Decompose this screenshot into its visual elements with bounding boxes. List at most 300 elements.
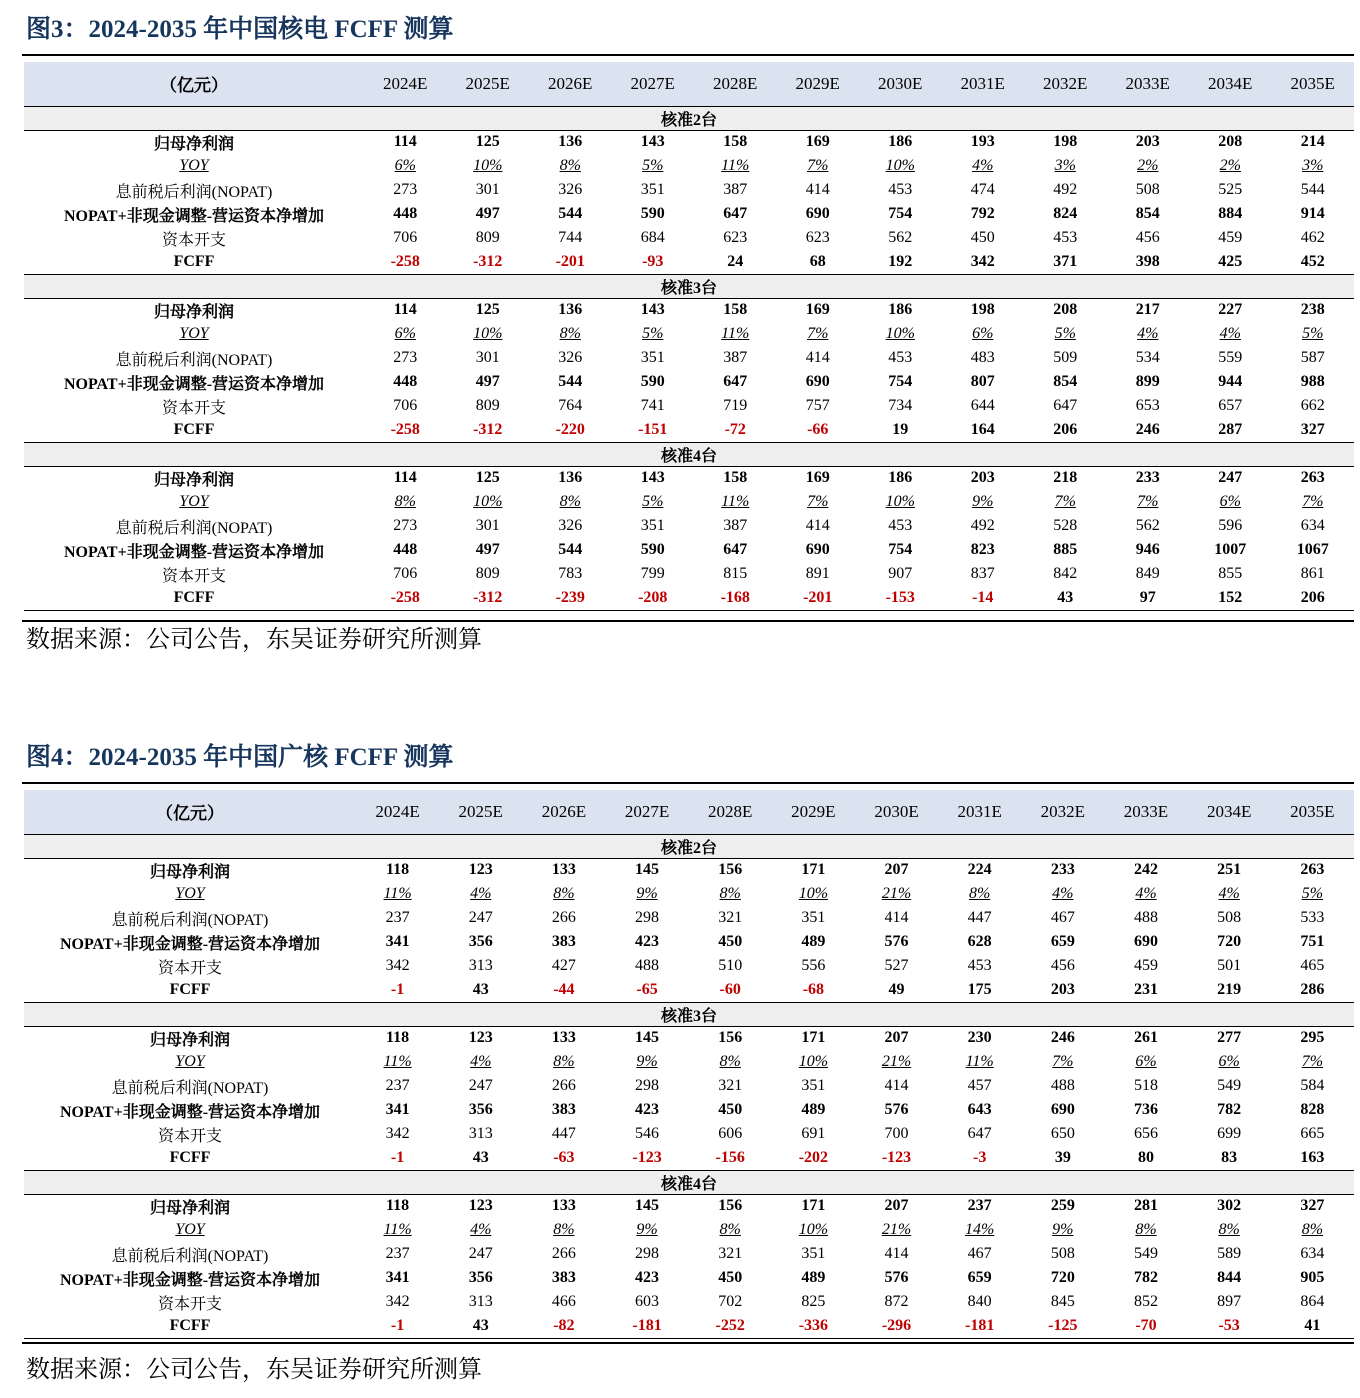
cell-value: 623 [805,229,830,246]
row-label: FCFF [24,418,364,442]
cell-value: 854 [1053,373,1078,390]
cell-value: 11% [383,1053,412,1070]
cell-value: 321 [718,1077,743,1094]
cell-value: 823 [970,541,995,558]
cell-value: 8% [553,1053,575,1070]
cell-value: 488 [1133,909,1158,926]
row-label: 资本开支 [157,959,222,977]
cell-value: 5% [1301,885,1324,902]
cell-value: 809 [475,565,500,582]
cell-value: 286 [1271,978,1354,1002]
cell-value: 665 [1300,1125,1325,1142]
cell-value: 10% [885,325,915,342]
table-row [24,1314,1354,1338]
row-label: NOPAT+非现金调整-营运资本净增加 [59,1103,321,1121]
cell-value: 720 [1050,1269,1075,1286]
cell-value: 474 [970,181,995,198]
cell-value: 782 [1133,1269,1158,1286]
cell-value: -65 [605,978,688,1002]
cell-value: -208 [612,586,695,610]
cell-value: 43 [439,1146,522,1170]
year-header: 2034E [1189,62,1272,106]
cell-value: 158 [723,469,748,487]
cell-value: -14 [942,586,1025,610]
cell-value: 684 [640,229,665,246]
cell-value: 231 [1104,978,1187,1002]
cell-value: 301 [475,517,500,534]
cell-value: 136 [558,469,583,487]
cell-value: 143 [640,301,665,319]
figure-title: 图3：2024-2035 年中国核电 FCFF 测算 [26,16,454,43]
section-title: 核准2台 [24,106,1354,130]
table-row [24,250,1354,274]
cell-value: 885 [1053,541,1078,558]
cell-value: -201 [529,250,612,274]
cell-value: 169 [805,469,830,487]
cell-value: 145 [635,861,660,879]
table-row [24,538,1354,562]
cell-value: 456 [1050,957,1075,974]
cell-value: 741 [640,397,665,414]
cell-value: -153 [859,586,942,610]
row-label: NOPAT+非现金调整-营运资本净增加 [63,375,325,393]
unit-header: （亿元） [24,790,356,834]
table-row [24,586,1354,610]
cell-value: 509 [1053,349,1078,366]
cell-value: 123 [468,861,493,879]
table-row [24,514,1354,538]
cell-value: 562 [888,229,913,246]
cell-value: 230 [967,1029,992,1047]
cell-value: 497 [475,541,500,558]
cell-value: 647 [1053,397,1078,414]
cell-value: 175 [938,978,1021,1002]
cell-value: 247 [468,909,493,926]
cell-value: 273 [393,349,418,366]
cell-value: -1 [356,1314,439,1338]
year-header: 2027E [612,62,695,106]
cell-value: 398 [1107,250,1190,274]
cell-value: 118 [386,1029,410,1047]
cell-value: 97 [1107,586,1190,610]
table-row [24,466,1354,490]
cell-value: 247 [468,1077,493,1094]
cell-value: 21% [881,885,912,902]
cell-value: 7% [1301,1053,1324,1070]
cell-value: 488 [635,957,660,974]
cell-value: -220 [529,418,612,442]
cell-value: 3% [1054,157,1076,174]
cell-value: 118 [386,1197,410,1215]
cell-value: 259 [1050,1197,1075,1215]
cell-value: 452 [1272,250,1355,274]
cell-value: 233 [1135,469,1160,487]
cell-value: 277 [1217,1029,1242,1047]
cell-value: 9% [636,1221,658,1238]
cell-value: -201 [777,586,860,610]
cell-value: 905 [1300,1269,1325,1286]
cell-value: 10% [885,493,915,510]
cell-value: 203 [1021,978,1104,1002]
cell-value: -168 [694,586,777,610]
cell-value: 590 [640,373,665,390]
cell-value: 556 [801,957,826,974]
cell-value: 198 [1053,133,1078,151]
cell-value: 156 [718,1197,743,1215]
cell-value: 218 [1053,469,1078,487]
cell-value: 849 [1135,565,1160,582]
cell-value: -312 [447,250,530,274]
cell-value: 263 [1300,469,1325,487]
cell-value: -125 [1021,1314,1104,1338]
cell-value: 662 [1300,397,1325,414]
cell-value: 39 [1021,1146,1104,1170]
cell-value: 326 [558,349,583,366]
table-bottom-rule [22,620,1354,622]
cell-value: 5% [642,493,664,510]
table-row [24,1122,1354,1146]
cell-value: 700 [884,1125,909,1142]
cell-value: 114 [393,469,417,487]
table-row [24,1026,1354,1050]
cell-value: 489 [801,1101,826,1118]
cell-value: 465 [1300,957,1325,974]
table-row [24,490,1354,514]
cell-value: 8% [1218,1221,1240,1238]
year-header: 2028E [689,790,772,834]
row-label: FCFF [24,586,364,610]
table-row [24,562,1354,586]
cell-value: 414 [884,1077,909,1094]
cell-value: 247 [468,1245,493,1262]
cell-value: -239 [529,586,612,610]
row-label: 归母净利润 [149,863,230,881]
cell-value: 467 [967,1245,992,1262]
cell-value: 7% [1054,493,1076,510]
cell-value: 690 [805,541,830,558]
cell-value: 326 [558,181,583,198]
cell-value: -68 [772,978,855,1002]
cell-value: 754 [888,373,913,390]
cell-value: 647 [723,205,748,222]
table-row [24,130,1354,154]
header-row [24,62,1354,106]
cell-value: 169 [805,301,830,319]
cell-value: 321 [718,1245,743,1262]
cell-value: 647 [723,541,748,558]
row-label: NOPAT+非现金调整-营运资本净增加 [59,935,321,953]
cell-value: 453 [1053,229,1078,246]
year-header: 2034E [1188,790,1271,834]
table-row [24,154,1354,178]
cell-value: 757 [805,397,830,414]
cell-value: 387 [723,349,748,366]
fcff-table [24,62,1354,611]
cell-value: 501 [1217,957,1242,974]
cell-value: 508 [1135,181,1160,198]
cell-value: 327 [1272,418,1355,442]
row-label: 息前税后利润(NOPAT) [111,1079,269,1097]
cell-value: 219 [1188,978,1271,1002]
cell-value: 590 [640,541,665,558]
cell-value: 11% [383,885,412,902]
cell-value: 7% [807,493,829,510]
cell-value: 634 [1300,1245,1325,1262]
cell-value: 198 [970,301,995,319]
cell-value: 169 [805,133,830,151]
table-row [24,1050,1354,1074]
cell-value: 7% [807,157,829,174]
cell-value: 383 [551,1269,576,1286]
row-label: FCFF [24,978,356,1002]
cell-value: 351 [801,909,826,926]
figure-title: 图4：2024-2035 年中国广核 FCFF 测算 [26,744,454,771]
cell-value: 321 [718,909,743,926]
cell-value: 427 [551,957,576,974]
cell-value: 751 [1300,933,1325,950]
cell-value: 8% [559,157,581,174]
cell-value: 43 [1024,586,1107,610]
cell-value: 8% [719,885,741,902]
cell-value: 855 [1218,565,1243,582]
cell-value: 559 [1218,349,1243,366]
table-row [24,1242,1354,1266]
cell-value: 125 [475,301,500,319]
cell-value: 43 [439,1314,522,1338]
cell-value: 206 [1272,586,1355,610]
cell-value: 492 [1053,181,1078,198]
cell-value: 914 [1300,205,1325,222]
cell-value: 518 [1133,1077,1158,1094]
cell-value: 49 [855,978,938,1002]
year-header: 2030E [859,62,942,106]
cell-value: 114 [393,133,417,151]
fcff-table [24,790,1354,1339]
cell-value: 186 [888,301,913,319]
year-header: 2030E [855,790,938,834]
cell-value: 534 [1135,349,1160,366]
cell-value: 6% [1218,1053,1240,1070]
cell-value: 143 [640,133,665,151]
row-label: 息前税后利润(NOPAT) [115,183,273,201]
cell-value: 301 [475,349,500,366]
cell-value: 544 [1300,181,1325,198]
cell-value: 7% [1302,493,1324,510]
cell-value: 237 [385,909,410,926]
cell-value: -123 [605,1146,688,1170]
row-label: YOY [179,157,209,174]
cell-value: -296 [855,1314,938,1338]
section-title: 核准4台 [24,1170,1354,1194]
cell-value: 603 [635,1293,660,1310]
cell-value: 11% [383,1221,412,1238]
cell-value: 171 [801,1029,826,1047]
cell-value: 7% [807,325,829,342]
cell-value: 21% [881,1221,912,1238]
cell-value: 584 [1300,1077,1325,1094]
cell-value: -312 [447,586,530,610]
cell-value: 562 [1135,517,1160,534]
cell-value: 544 [558,373,583,390]
cell-value: 576 [884,933,909,950]
cell-value: 9% [1052,1221,1074,1238]
cell-value: 266 [551,1077,576,1094]
cell-value: 809 [475,229,500,246]
cell-value: 237 [967,1197,992,1215]
cell-value: 720 [1217,933,1242,950]
cell-value: 125 [475,469,500,487]
cell-value: 118 [386,861,410,879]
cell-value: 4% [470,1221,492,1238]
cell-value: 156 [718,861,743,879]
cell-value: 351 [640,349,665,366]
table-row [24,906,1354,930]
cell-value: 5% [642,157,664,174]
cell-value: 447 [551,1125,576,1142]
cell-value: 251 [1217,861,1242,879]
table-row [24,370,1354,394]
cell-value: 467 [1050,909,1075,926]
year-header: 2025E [439,790,522,834]
cell-value: 606 [718,1125,743,1142]
cell-value: 83 [1188,1146,1271,1170]
year-header: 2024E [364,62,447,106]
cell-value: 351 [801,1077,826,1094]
cell-value: 133 [551,861,576,879]
cell-value: 237 [385,1245,410,1262]
table-bottom-rule [22,1342,1354,1344]
cell-value: 459 [1218,229,1243,246]
cell-value: 68 [777,250,860,274]
cell-value: 208 [1053,301,1078,319]
cell-value: 690 [1050,1101,1075,1118]
cell-value: 891 [805,565,830,582]
cell-value: 5% [1302,325,1324,342]
cell-value: 273 [393,181,418,198]
section-title: 核准2台 [24,834,1354,858]
cell-value: 549 [1133,1245,1158,1262]
cell-value: 842 [1053,565,1078,582]
cell-value: 453 [967,957,992,974]
cell-value: 4% [1137,325,1159,342]
section-header-row [24,274,1354,298]
cell-value: 656 [1133,1125,1158,1142]
cell-value: 2% [1219,157,1241,174]
cell-value: 6% [394,157,416,174]
cell-value: 807 [970,373,995,390]
year-header: 2026E [529,62,612,106]
row-label: FCFF [24,250,364,274]
cell-value: 125 [475,133,500,151]
year-header: 2026E [522,790,605,834]
cell-value: 587 [1300,349,1325,366]
cell-value: 647 [723,373,748,390]
cell-value: 261 [1133,1029,1158,1047]
cell-value: -3 [938,1146,1021,1170]
cell-value: 123 [468,1029,493,1047]
cell-value: 8% [559,493,581,510]
cell-value: 163 [1271,1146,1354,1170]
cell-value: 7% [1052,1053,1074,1070]
cell-value: 527 [884,957,909,974]
row-label: 息前税后利润(NOPAT) [115,519,273,537]
cell-value: 702 [718,1293,743,1310]
table-row [24,322,1354,346]
cell-value: 207 [884,1197,909,1215]
cell-value: 193 [970,133,995,151]
cell-value: -336 [772,1314,855,1338]
cell-value: -72 [694,418,777,442]
cell-value: 4% [1135,885,1157,902]
table-row [24,394,1354,418]
cell-value: 356 [468,1269,493,1286]
section-header-row [24,1002,1354,1026]
cell-value: -312 [447,418,530,442]
cell-value: 10% [798,1053,829,1070]
cell-value: 4% [1218,885,1240,902]
cell-value: 171 [801,1197,826,1215]
year-header: 2029E [772,790,855,834]
cell-value: -82 [522,1314,605,1338]
cell-value: 10% [473,325,503,342]
table-row [24,1074,1354,1098]
cell-value: 457 [967,1077,992,1094]
row-label: YOY [175,885,205,902]
cell-value: 852 [1133,1293,1158,1310]
cell-value: 233 [1050,861,1075,879]
cell-value: 186 [888,469,913,487]
unit-header: （亿元） [24,62,364,106]
cell-value: 287 [1189,418,1272,442]
cell-value: 423 [635,933,660,950]
cell-value: 824 [1053,205,1078,222]
cell-value: 872 [884,1293,909,1310]
cell-value: -156 [689,1146,772,1170]
cell-value: 8% [969,885,991,902]
cell-value: 313 [468,1125,493,1142]
cell-value: -258 [364,586,447,610]
source-note: 数据来源：公司公告，东吴证券研究所测算 [26,1357,482,1383]
row-label: YOY [175,1221,205,1238]
cell-value: 736 [1133,1101,1158,1118]
cell-value: 301 [475,181,500,198]
cell-value: 650 [1050,1125,1075,1142]
cell-value: 450 [970,229,995,246]
cell-value: 342 [385,957,410,974]
cell-value: 691 [801,1125,826,1142]
cell-value: 448 [393,205,418,222]
cell-value: 14% [965,1221,995,1238]
section-title: 核准3台 [24,274,1354,298]
cell-value: 944 [1218,373,1243,390]
cell-value: 4% [1052,885,1074,902]
row-label: 归母净利润 [149,1199,230,1217]
year-header: 2025E [447,62,530,106]
cell-value: 447 [967,909,992,926]
cell-value: 510 [718,957,743,974]
cell-value: 659 [1050,933,1075,950]
cell-value: 719 [723,397,748,414]
cell-value: 809 [475,397,500,414]
cell-value: 7% [1137,493,1159,510]
cell-value: -53 [1188,1314,1271,1338]
row-label: NOPAT+非现金调整-营运资本净增加 [63,543,325,561]
year-header: 2024E [356,790,439,834]
row-label: FCFF [24,1314,356,1338]
cell-value: 699 [1217,1125,1242,1142]
cell-value: 298 [635,1077,660,1094]
cell-value: 207 [884,861,909,879]
